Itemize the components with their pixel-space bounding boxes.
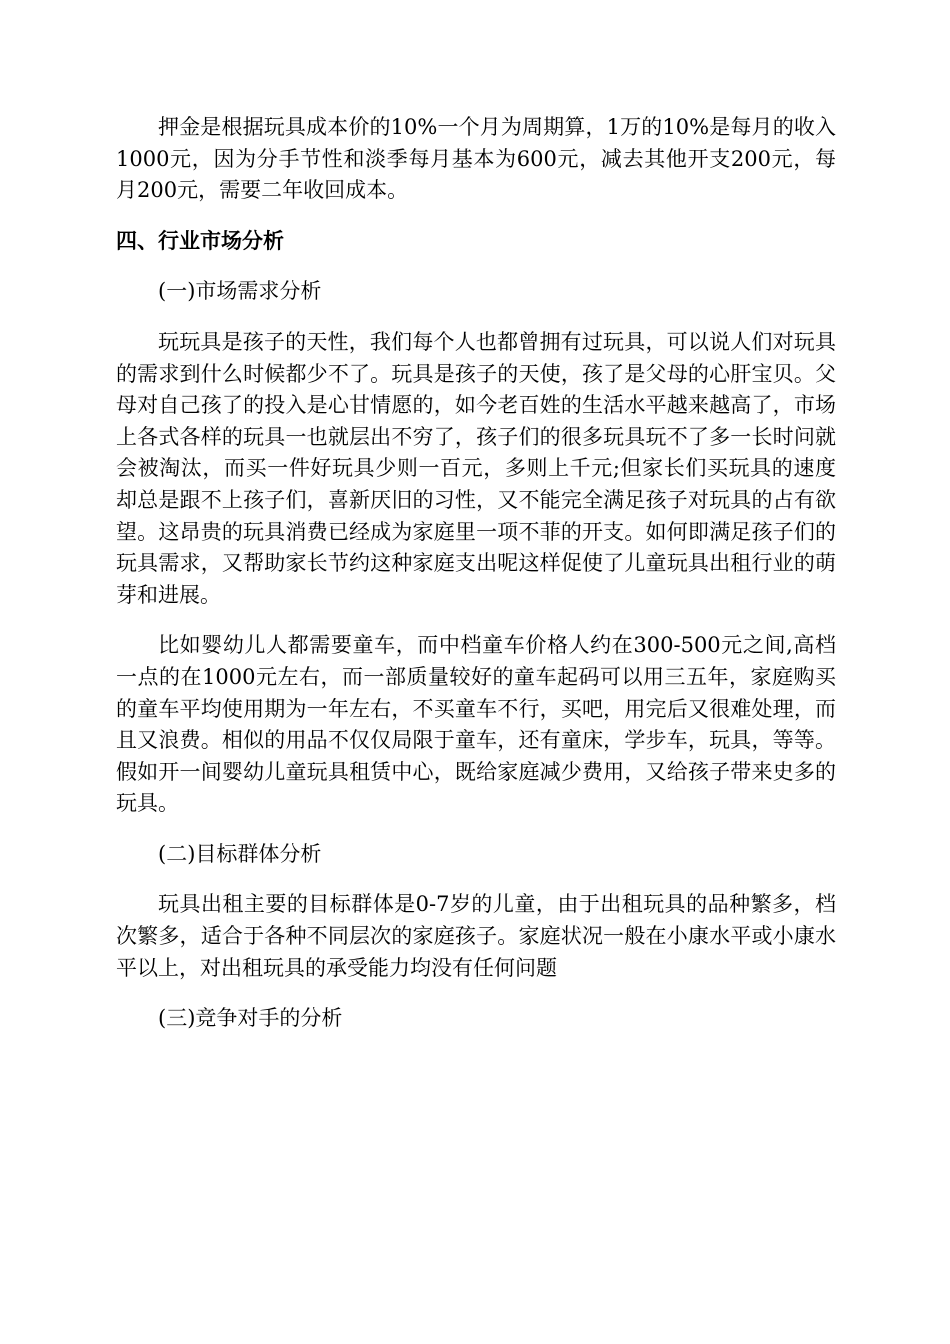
subheading-competitor-analysis: (三)竞争对手的分析 xyxy=(158,1006,343,1031)
paragraph-stroller-example: 比如婴幼儿人都需要童车，而中档童车价格人约在300-500元之间,高档一点的在1000元左右，而一部质量较好的童车起码可以用三五年，家庭购买的童车平均使用期为一年左右，不买童车不行，买吧，用完后又很难处理，而且又浪费。相似的用品不仅仅局限于童车，还有童床，学步车，玩具，等等。假如开一间婴幼儿童玩具租赁中心，既给家庭减少费用，又给孩子带来史多的玩具。 xyxy=(116,633,836,816)
paragraph-deposit: 押金是根据玩具成本价的10%一个月为周期算，1万的10%是每月的收入1000元，因为分手节性和淡季每月基本为600元，减去其他开支200元，每月200元，需要二年收回成本。 xyxy=(116,115,836,203)
subheading-market-demand: (一)市场需求分析 xyxy=(158,279,322,304)
section-heading-industry-market-analysis: 四、行业市场分析 xyxy=(116,228,284,253)
document-body xyxy=(116,112,836,1054)
paragraph-target-group: 玩具出租主要的目标群体是0-7岁的儿童，由于出租玩具的品种繁多，档次繁多，适合于各种不同层次的家庭孩子。家庭状况一般在小康水平或小康水平以上，对出租玩具的承受能力均没有任何问题 xyxy=(116,892,836,980)
paragraph-market-demand: 玩玩具是孩子的天性，我们每个人也都曾拥有过玩具，可以说人们对玩具的需求到什么时候都少不了。玩具是孩子的天使，孩了是父母的心肝宝贝。父母对自己孩了的投入是心甘情愿的，如今老百姓的生活水平越来越高了，市场上各式各样的玩具一也就层出不穷了，孩子们的很多玩具玩不了多一长时问就会被淘汰，而买一件好玩具少则一百元，多则上千元;但家长们买玩具的速度却总是跟不上孩子们，喜新厌旧的习性，又不能完全满足孩子对玩具的占有欲望。这昂贵的玩具消费已经成为家庭里一项不菲的开支。如何即满足孩子们的玩具需求，又帮助家长节约这种家庭支出呢这样促使了儿童玩具出租行业的萌芽和进展。 xyxy=(116,329,836,607)
subheading-target-group: (二)目标群体分析 xyxy=(158,841,322,866)
